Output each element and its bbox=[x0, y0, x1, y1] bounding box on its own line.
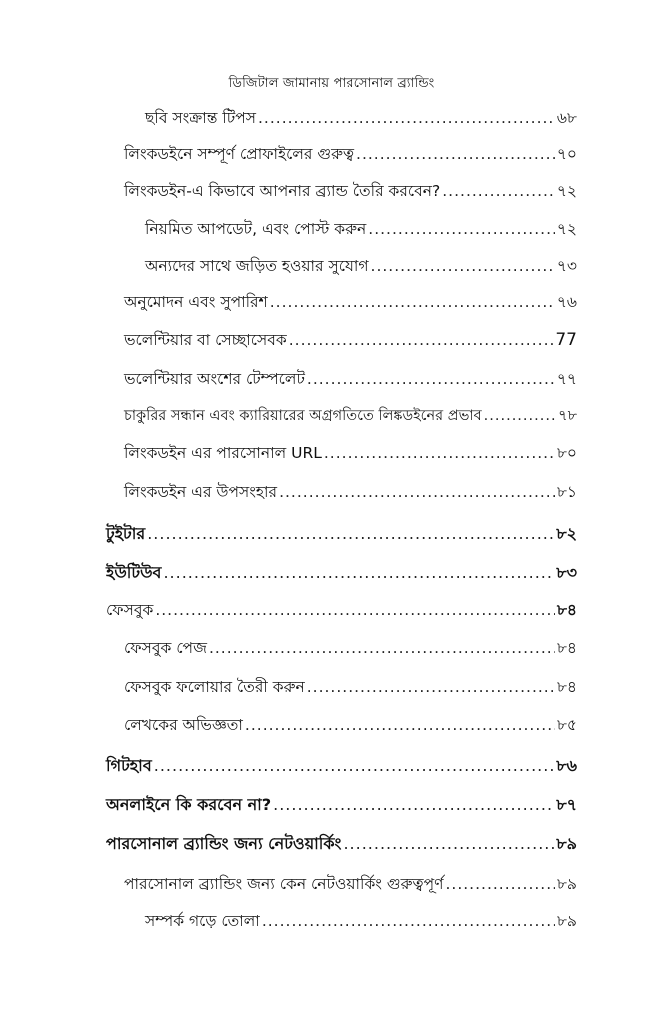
toc-entry-title: টুইটার bbox=[106, 524, 146, 543]
toc-page-number: ৮১ bbox=[556, 483, 577, 501]
toc-entry bbox=[145, 219, 577, 239]
toc-entry-title: পারসোনাল ব্র্যান্ডিং জন্য নেটওয়ার্কিং bbox=[106, 834, 342, 853]
toc-entry-title: ছবি সংক্রান্ত টিপস bbox=[145, 109, 256, 127]
toc-entry-title: ফেসবুক ফলোয়ার তৈরী করুন bbox=[124, 678, 305, 696]
toc-entry-title: সম্পর্ক গড়ে তোলা bbox=[145, 912, 260, 930]
toc-page-number: ৮২ bbox=[556, 524, 577, 543]
toc-entry bbox=[124, 369, 577, 389]
toc-leader-dots bbox=[324, 443, 555, 463]
toc-page-number: ৭০ bbox=[556, 145, 577, 163]
toc-leader-dots bbox=[154, 756, 554, 776]
toc-entry bbox=[145, 911, 577, 931]
toc-page-number: ৮৩ bbox=[556, 563, 577, 582]
toc-entry bbox=[124, 330, 577, 350]
toc-leader-dots bbox=[307, 677, 555, 697]
toc-page-number: ৭৮ bbox=[558, 408, 577, 424]
toc-entry-title: ভলেন্টিয়ার অংশের টেম্পলেট bbox=[124, 370, 305, 388]
toc-leader-dots bbox=[343, 834, 554, 854]
toc-entry-title: লিংকডইনে সম্পূর্ণ প্রোফাইলের গুরুত্ব bbox=[124, 145, 355, 163]
toc-entry-title: ফেসবুক bbox=[106, 601, 154, 619]
toc-leader-dots bbox=[209, 638, 555, 658]
toc-leader-dots bbox=[147, 524, 554, 544]
toc-entry bbox=[106, 600, 577, 620]
toc-page-number: ৮৪ bbox=[556, 639, 577, 657]
toc-leader-dots bbox=[371, 256, 555, 276]
toc-page-number: ৮৯ bbox=[556, 912, 577, 930]
toc-entry-title: লিংকডইন-এ কিভাবে আপনার ব্র্যান্ড তৈরি করবেন? bbox=[124, 182, 441, 200]
toc-entry bbox=[106, 756, 577, 776]
toc-leader-dots bbox=[445, 874, 554, 894]
toc-entry bbox=[124, 144, 577, 164]
toc-entry-title: ভলেন্টিয়ার বা সেচ্ছাসেবক bbox=[124, 331, 287, 349]
toc-leader-dots bbox=[484, 406, 557, 426]
toc-entry bbox=[124, 482, 577, 502]
toc-entry bbox=[106, 563, 577, 583]
toc-leader-dots bbox=[356, 144, 555, 164]
toc-page-number: ৮৯ bbox=[556, 875, 577, 893]
toc-entry-title: চাকুরির সন্ধান এবং ক্যারিয়ারের অগ্রগতিতে লিঙ্কডইনের প্রভাব bbox=[124, 408, 482, 424]
toc-entry bbox=[106, 795, 577, 815]
toc-entry bbox=[124, 443, 577, 463]
toc-entry-title: অন্যদের সাথে জড়িত হওয়ার সুযোগ bbox=[145, 257, 369, 275]
toc-leader-dots bbox=[258, 108, 555, 128]
toc-page-number: ৮৯ bbox=[556, 834, 577, 853]
toc-page-number: ৮৪ bbox=[556, 678, 577, 696]
toc-entry bbox=[145, 256, 577, 276]
toc-entry-title: পারসোনাল ব্র্যান্ডিং জন্য কেন নেটওয়ার্কিং গুরুত্বপূর্ণ bbox=[124, 875, 444, 893]
toc-entry bbox=[106, 834, 577, 854]
toc-entry bbox=[124, 292, 577, 312]
toc-leader-dots bbox=[307, 369, 555, 389]
toc-entry-title: অনলাইনে কি করবেন না? bbox=[106, 795, 272, 814]
toc-page-number: ৮৫ bbox=[556, 716, 577, 734]
toc-entry-title: গিটহাব bbox=[106, 756, 152, 775]
toc-leader-dots bbox=[262, 911, 555, 931]
toc-leader-dots bbox=[270, 292, 555, 312]
toc-entry-title: ইউটিউব bbox=[106, 563, 162, 582]
toc-leader-dots bbox=[273, 795, 554, 815]
toc-leader-dots bbox=[442, 181, 555, 201]
toc-leader-dots bbox=[289, 330, 554, 350]
toc-page-number: ৮০ bbox=[556, 444, 577, 462]
toc-page-number: ৭৩ bbox=[556, 257, 577, 275]
toc-page-number: ৭২ bbox=[556, 220, 577, 238]
toc-page-number: ৭৭ bbox=[556, 370, 577, 388]
toc-entry bbox=[145, 108, 577, 128]
toc-leader-dots bbox=[155, 600, 555, 620]
toc-page-number: ৭২ bbox=[556, 182, 577, 200]
toc-entry-title: নিয়মিত আপডেট, এবং পোস্ট করুন bbox=[145, 220, 367, 238]
toc-entry bbox=[106, 524, 577, 544]
toc-entry bbox=[124, 406, 577, 426]
toc-leader-dots bbox=[163, 563, 554, 583]
toc-page-number: ৮৭ bbox=[556, 795, 577, 814]
toc-page-number: ৮৪ bbox=[556, 601, 577, 619]
toc-entry bbox=[124, 638, 577, 658]
toc-leader-dots bbox=[279, 482, 555, 502]
toc-entry bbox=[124, 874, 577, 894]
running-header: ডিজিটাল জামানায় পারসোনাল ব্র্যান্ডিং bbox=[228, 76, 435, 91]
toc-page-number: ৮৬ bbox=[556, 756, 577, 775]
toc-entry bbox=[124, 715, 577, 735]
toc-leader-dots bbox=[368, 219, 555, 239]
toc-entry-title: লিংকডইন এর পারসোনাল URL bbox=[124, 444, 322, 462]
toc-entry-title: লেখকের অভিজ্ঞতা bbox=[124, 716, 243, 734]
toc-page-number: 77 bbox=[555, 330, 577, 350]
toc-page-number: ৭৬ bbox=[556, 293, 577, 311]
toc-entry-title: ফেসবুক পেজ bbox=[124, 639, 207, 657]
toc-entry bbox=[124, 181, 577, 201]
toc-leader-dots bbox=[245, 715, 555, 735]
toc-entry-title: লিংকডইন এর উপসংহার bbox=[124, 483, 278, 501]
toc-page-number: ৬৮ bbox=[556, 109, 577, 127]
toc-entry-title: অনুমোদন এবং সুপারিশ bbox=[124, 293, 268, 311]
toc-entry bbox=[124, 677, 577, 697]
